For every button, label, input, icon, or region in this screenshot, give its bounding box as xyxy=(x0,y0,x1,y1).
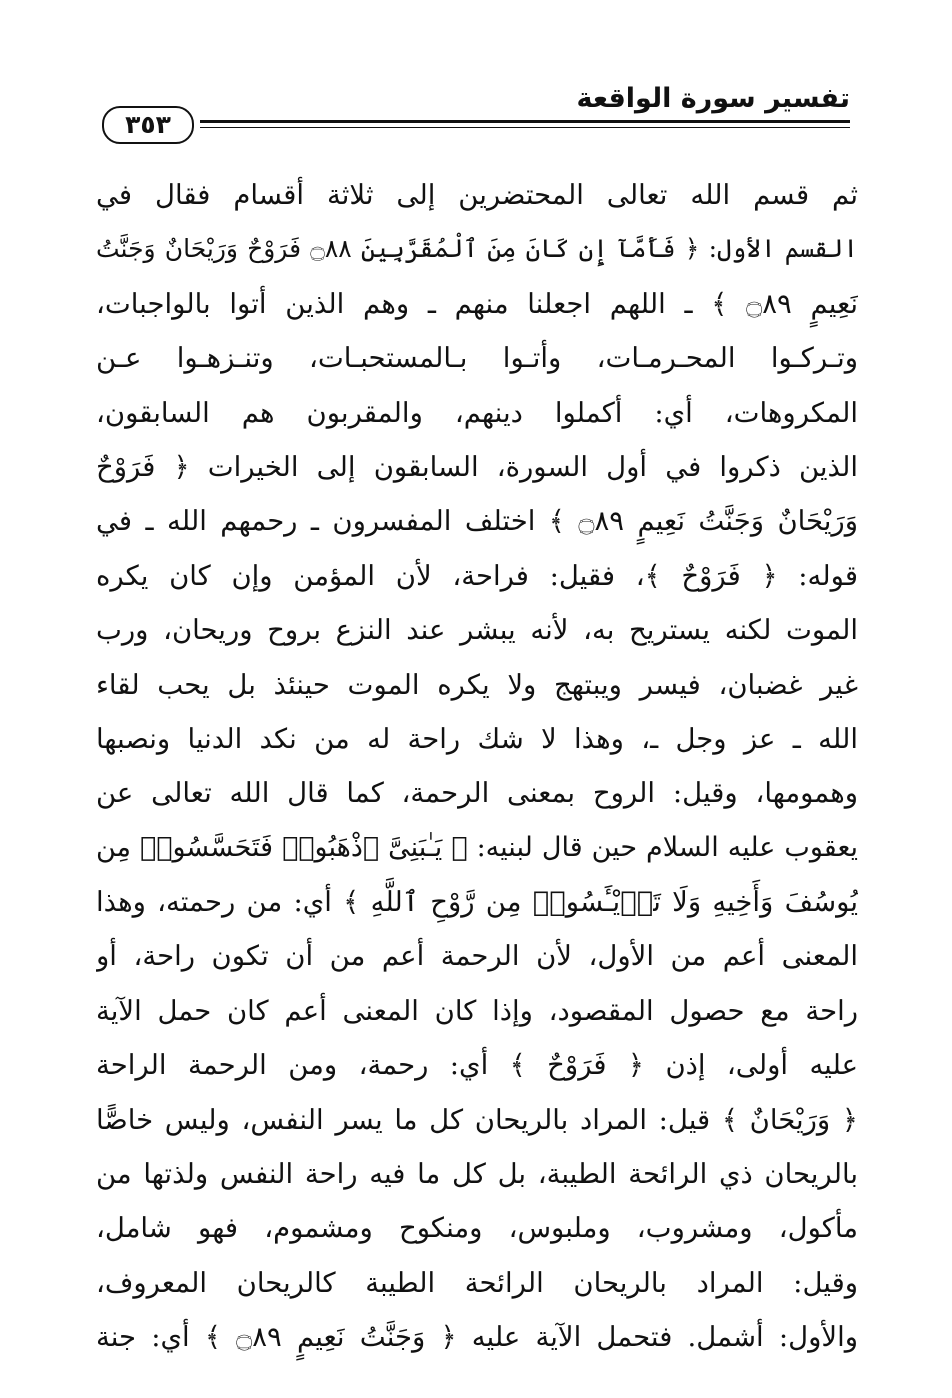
text-line: ﴿ وَرَيْحَانٌ ﴾ قيل: المراد بالريحان كل ما يسر النفس، وليس خاصًّا xyxy=(96,1103,858,1136)
text-line: عليه أولى، إذن ﴿ فَرَوْحٌ ﴾ أي: رحمة، ومن الرحمة الراحة xyxy=(96,1049,858,1082)
text-line: ثم قسم الله تعالى المحتضرين إلى ثلاثة أقسام فقال في xyxy=(96,179,858,211)
text-line: الموت لكنه يستريح به، لأنه يبشر عند النزع بروح وريحان، ورب xyxy=(96,614,858,647)
text-line: وقيل: المراد بالريحان الرائحة الطيبة كالريحان المعروف، xyxy=(96,1266,858,1299)
text-line: والأول: أشمل. فتحمل الآية عليه ﴿ وَجَنَّتُ نَعِيمٍ ۝٨٩ ﴾ أي: جنة xyxy=(96,1321,858,1354)
chapter-title: تفسير سورة الواقعة xyxy=(576,83,850,114)
text-line: قوله: ﴿ فَرَوْحٌ ﴾، فقيل: فراحة، لأن المؤمن وإن كان يكره xyxy=(96,559,858,592)
text-line: المكروهات، أي: أكملوا دينهم، والمقربون هم السابقون، xyxy=(96,396,858,429)
header-rule xyxy=(200,120,850,123)
text-line: الله ـ عز وجل ـ، وهذا لا شك راحة له من نكد الدنيا ونصبها xyxy=(96,722,858,755)
text-line: بالريحان ذي الرائحة الطيبة، بل كل ما فيه راحة النفس ولذتها من xyxy=(96,1158,858,1191)
text-line: وتـركـوا المحـرمـات، وأتـوا بـالمستحبـات، وتنـزهـوا عـن xyxy=(96,342,858,375)
text-line: وَرَيْحَانٌ وَجَنَّتُ نَعِيمٍ ۝٨٩ ﴾ اختلف المفسرون ـ رحمهم الله ـ في xyxy=(96,505,858,538)
text-line: مأكول، ومشروب، وملبوس، ومنكوح ومشموم، فهو شامل، xyxy=(96,1212,858,1245)
text-line: نَعِيمٍ ۝٨٩ ﴾ ـ اللهم اجعلنا منهم ـ وهم الذين أتوا بالواجبات، xyxy=(96,287,858,320)
header-rule-thin xyxy=(200,127,850,128)
running-header xyxy=(100,82,850,146)
text-line: يعقوب عليه السلام حين قال لبنيه: ﴿ يَـٰبَنِىَّ ٱذْهَبُوا۟ فَتَحَسَّسُوا۟ مِن xyxy=(96,831,858,863)
text-line: يُوسُفَ وَأَخِيهِ وَلَا تَا۟يْـَٔسُوا۟ مِن رَّوْحِ ٱللَّهِ ﴾ أي: من رحمته، وهذا xyxy=(96,886,858,919)
text-line: الذين ذكروا في أول السورة، السابقون إلى الخيرات ﴿ فَرَوْحٌ xyxy=(96,450,858,483)
text-line: القسم الأول: ﴿ فَأَمَّآ إِن كَانَ مِنَ ٱلْمُقَرَّبِينَ ۝٨٨ فَرَوْحٌ وَرَيْحَانٌ وَجَنَّتُ xyxy=(96,234,858,264)
text-line: راحة مع حصول المقصود، وإذا كان المعنى أعم كان حمل الآية xyxy=(96,994,858,1027)
text-line: المعنى أعم من الأول، لأن الرحمة أعم من أن تكون راحة، أو xyxy=(96,940,858,973)
text-line: غير غضبان، فيسر ويبتهج ولا يكره الموت حينئذ بل يحب لقاء xyxy=(96,668,858,701)
body-text xyxy=(96,168,858,1365)
page-number: ٣٥٣ xyxy=(102,106,194,144)
text-line: وهمومها، وقيل: الروح بمعنى الرحمة، كما قال الله تعالى عن xyxy=(96,777,858,810)
